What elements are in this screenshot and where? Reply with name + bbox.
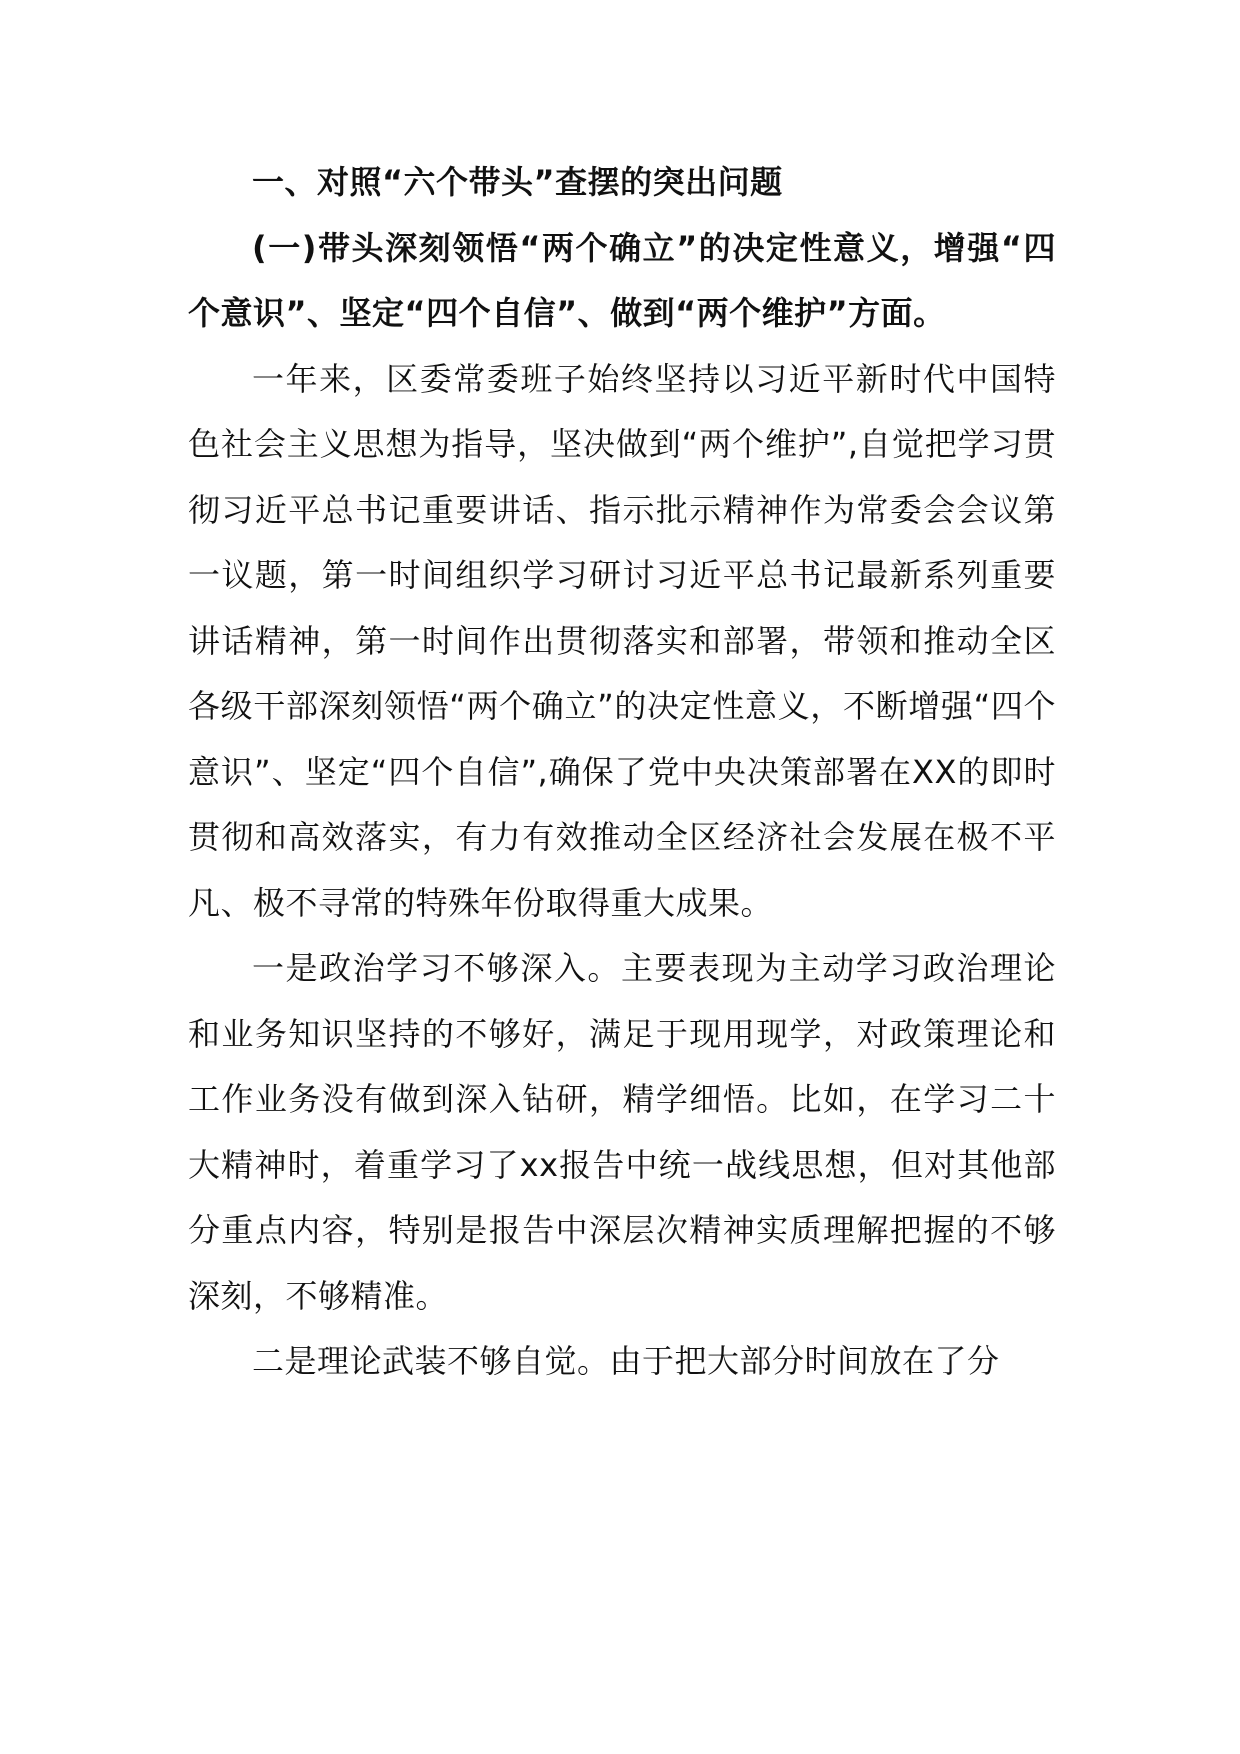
- document-page: [188, 150, 1056, 1395]
- body-paragraph-2: 一是政治学习不够深入。主要表现为主动学习政治理论和业务知识坚持的不够好，满足于现用现学，对政策理论和工作业务没有做到深入钻研，精学细悟。比如，在学习二十大精神时，着重学习了xx报告中统一战线思想，但对其他部分重点内容，特别是报告中深层次精神实质理解把握的不够深刻，不够精准。: [188, 949, 1056, 1315]
- section-heading: 一、对照“六个带头”查摆的突出问题: [252, 163, 783, 201]
- body-paragraph-1: 一年来，区委常委班子始终坚持以习近平新时代中国特色社会主义思想为指导，坚决做到“两个维护”,自觉把学习贯彻习近平总书记重要讲话、指示批示精神作为常委会会议第一议题，第一时间组织学习研讨习近平总书记最新系列重要讲话精神，第一时间作出贯彻落实和部署，带领和推动全区各级干部深刻领悟“两个确立”的决定性意义，不断增强“四个意识”、坚定“四个自信”,确保了党中央决策部署在XX的即时贯彻和高效落实，有力有效推动全区经济社会发展在极不平凡、极不寻常的特殊年份取得重大成果。: [188, 359, 1056, 922]
- subsection-heading: (一)带头深刻领悟“两个确立”的决定性意义，增强“四个意识”、坚定“四个自信”、做到“两个维护”方面。: [188, 228, 1056, 332]
- body-paragraph-3: 二是理论武装不够自觉。由于把大部分时间放在了分: [252, 1342, 1000, 1380]
